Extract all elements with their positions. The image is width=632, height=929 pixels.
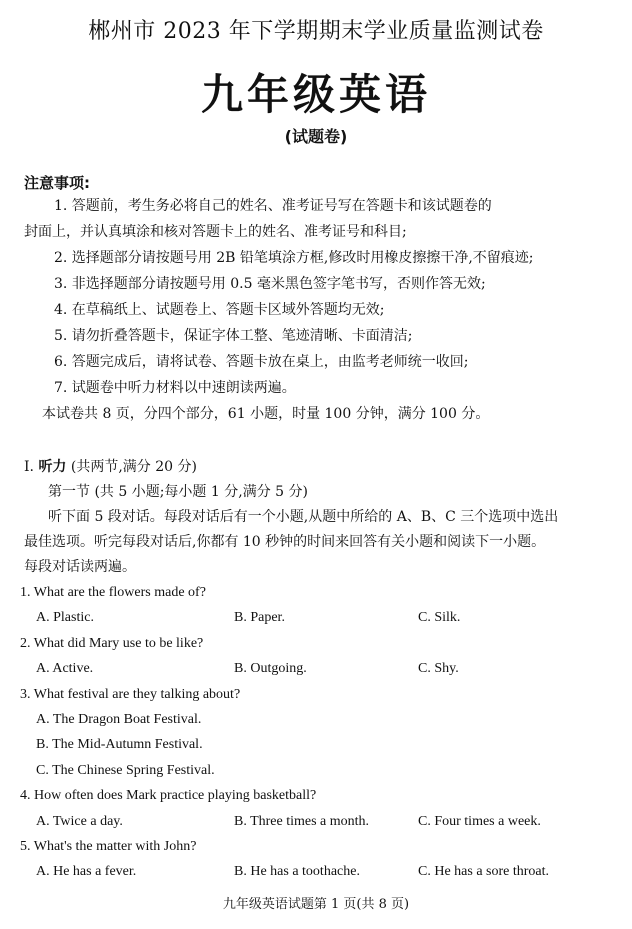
option-c: C. Shy.: [418, 661, 459, 677]
option-b: B. Paper.: [234, 610, 285, 626]
option-b: B. The Mid-Autumn Festival.: [36, 737, 203, 753]
option-row: [20, 605, 612, 630]
notes-item: 3. 非选择题部分请按题号用 0.5 毫米黑色签字笔书写，否则作答无效;: [54, 276, 486, 292]
notes-item: 4. 在草稿纸上、试题卷上、答题卡区域外答题均无效;: [54, 302, 385, 318]
option-a: A. He has a fever.: [36, 864, 137, 880]
option-a: A. The Dragon Boat Festival.: [36, 711, 202, 727]
notes-item: 7. 试题卷中听力材料以中速朗读两遍。: [54, 380, 296, 396]
part-heading: 第一节 (共 5 小题;每小题 1 分,满分 5 分): [48, 484, 308, 500]
option-b: B. Three times a month.: [234, 813, 370, 829]
option-row: [20, 859, 612, 884]
option-c: C. Silk.: [418, 610, 461, 626]
option-c: C. He has a sore throat.: [418, 864, 550, 880]
option-b: B. Outgoing.: [234, 661, 307, 677]
section-name: 听力: [38, 459, 67, 475]
question-text: 2. What did Mary use to be like?: [20, 635, 204, 651]
option-a: A. Plastic.: [36, 610, 94, 626]
paper-type: (试题卷): [284, 127, 348, 146]
notes-item: 5. 请勿折叠答题卡，保证字体工整、笔迹清晰、卡面清洁;: [54, 328, 413, 344]
instructions-line: 每段对话读两遍。: [24, 559, 136, 575]
option-b: B. He has a toothache.: [234, 864, 360, 880]
option-c: C. Four times a week.: [418, 813, 541, 829]
section-points: (共两节,满分 20 分): [70, 459, 197, 475]
notes-heading: 注意事项:: [24, 174, 90, 192]
notes-item: 2. 选择题部分请按题号用 2B 铅笔填涂方框,修改时用橡皮擦擦干净,不留痕迹;: [54, 250, 534, 266]
question-text: 5. What's the matter with John?: [20, 838, 197, 854]
option-a: A. Active.: [36, 661, 94, 677]
instructions-line: 听下面 5 段对话。每段对话后有一个小题,从题中所给的 A、B、C 三个选项中选出: [48, 509, 559, 525]
notes-item: 封面上，并认真填涂和核对答题卡上的姓名、准考证号和科目;: [24, 224, 407, 240]
subject-title: 九年级英语: [200, 70, 431, 119]
page-footer: 九年级英语试题第 1 页(共 8 页): [222, 897, 410, 912]
question-list: [20, 580, 612, 885]
exam-title: 郴州市 2023 年下学期期末学业质量监测试卷: [88, 19, 544, 44]
notes-list: [24, 193, 612, 427]
question-text: 1. What are the flowers made of?: [20, 585, 206, 600]
section-number: Ⅰ.: [24, 459, 34, 475]
question-text: 3. What festival are they talking about?: [20, 686, 241, 702]
section-heading: [24, 455, 612, 480]
instructions-line: 最佳选项。听完每段对话后,你都有 10 秒钟的时间来回答有关小题和阅读下一小题。: [24, 534, 546, 550]
question-text: 4. How often does Mark practice playing basketball?: [20, 788, 317, 804]
notes-item: 1. 答题前，考生务必将自己的姓名、准考证号写在答题卡和该试题卷的: [54, 198, 492, 214]
listening-section: [24, 455, 612, 580]
notes-summary: 本试卷共 8 页，分四个部分，61 小题，时量 100 分钟，满分 100 分。: [42, 406, 490, 422]
option-a: A. Twice a day.: [36, 813, 123, 829]
notes-item: 6. 答题完成后，请将试卷、答题卡放在桌上，由监考老师统一收回;: [54, 354, 469, 370]
option-c: C. The Chinese Spring Festival.: [36, 762, 215, 778]
option-row: [20, 656, 612, 681]
option-row: [20, 809, 612, 834]
